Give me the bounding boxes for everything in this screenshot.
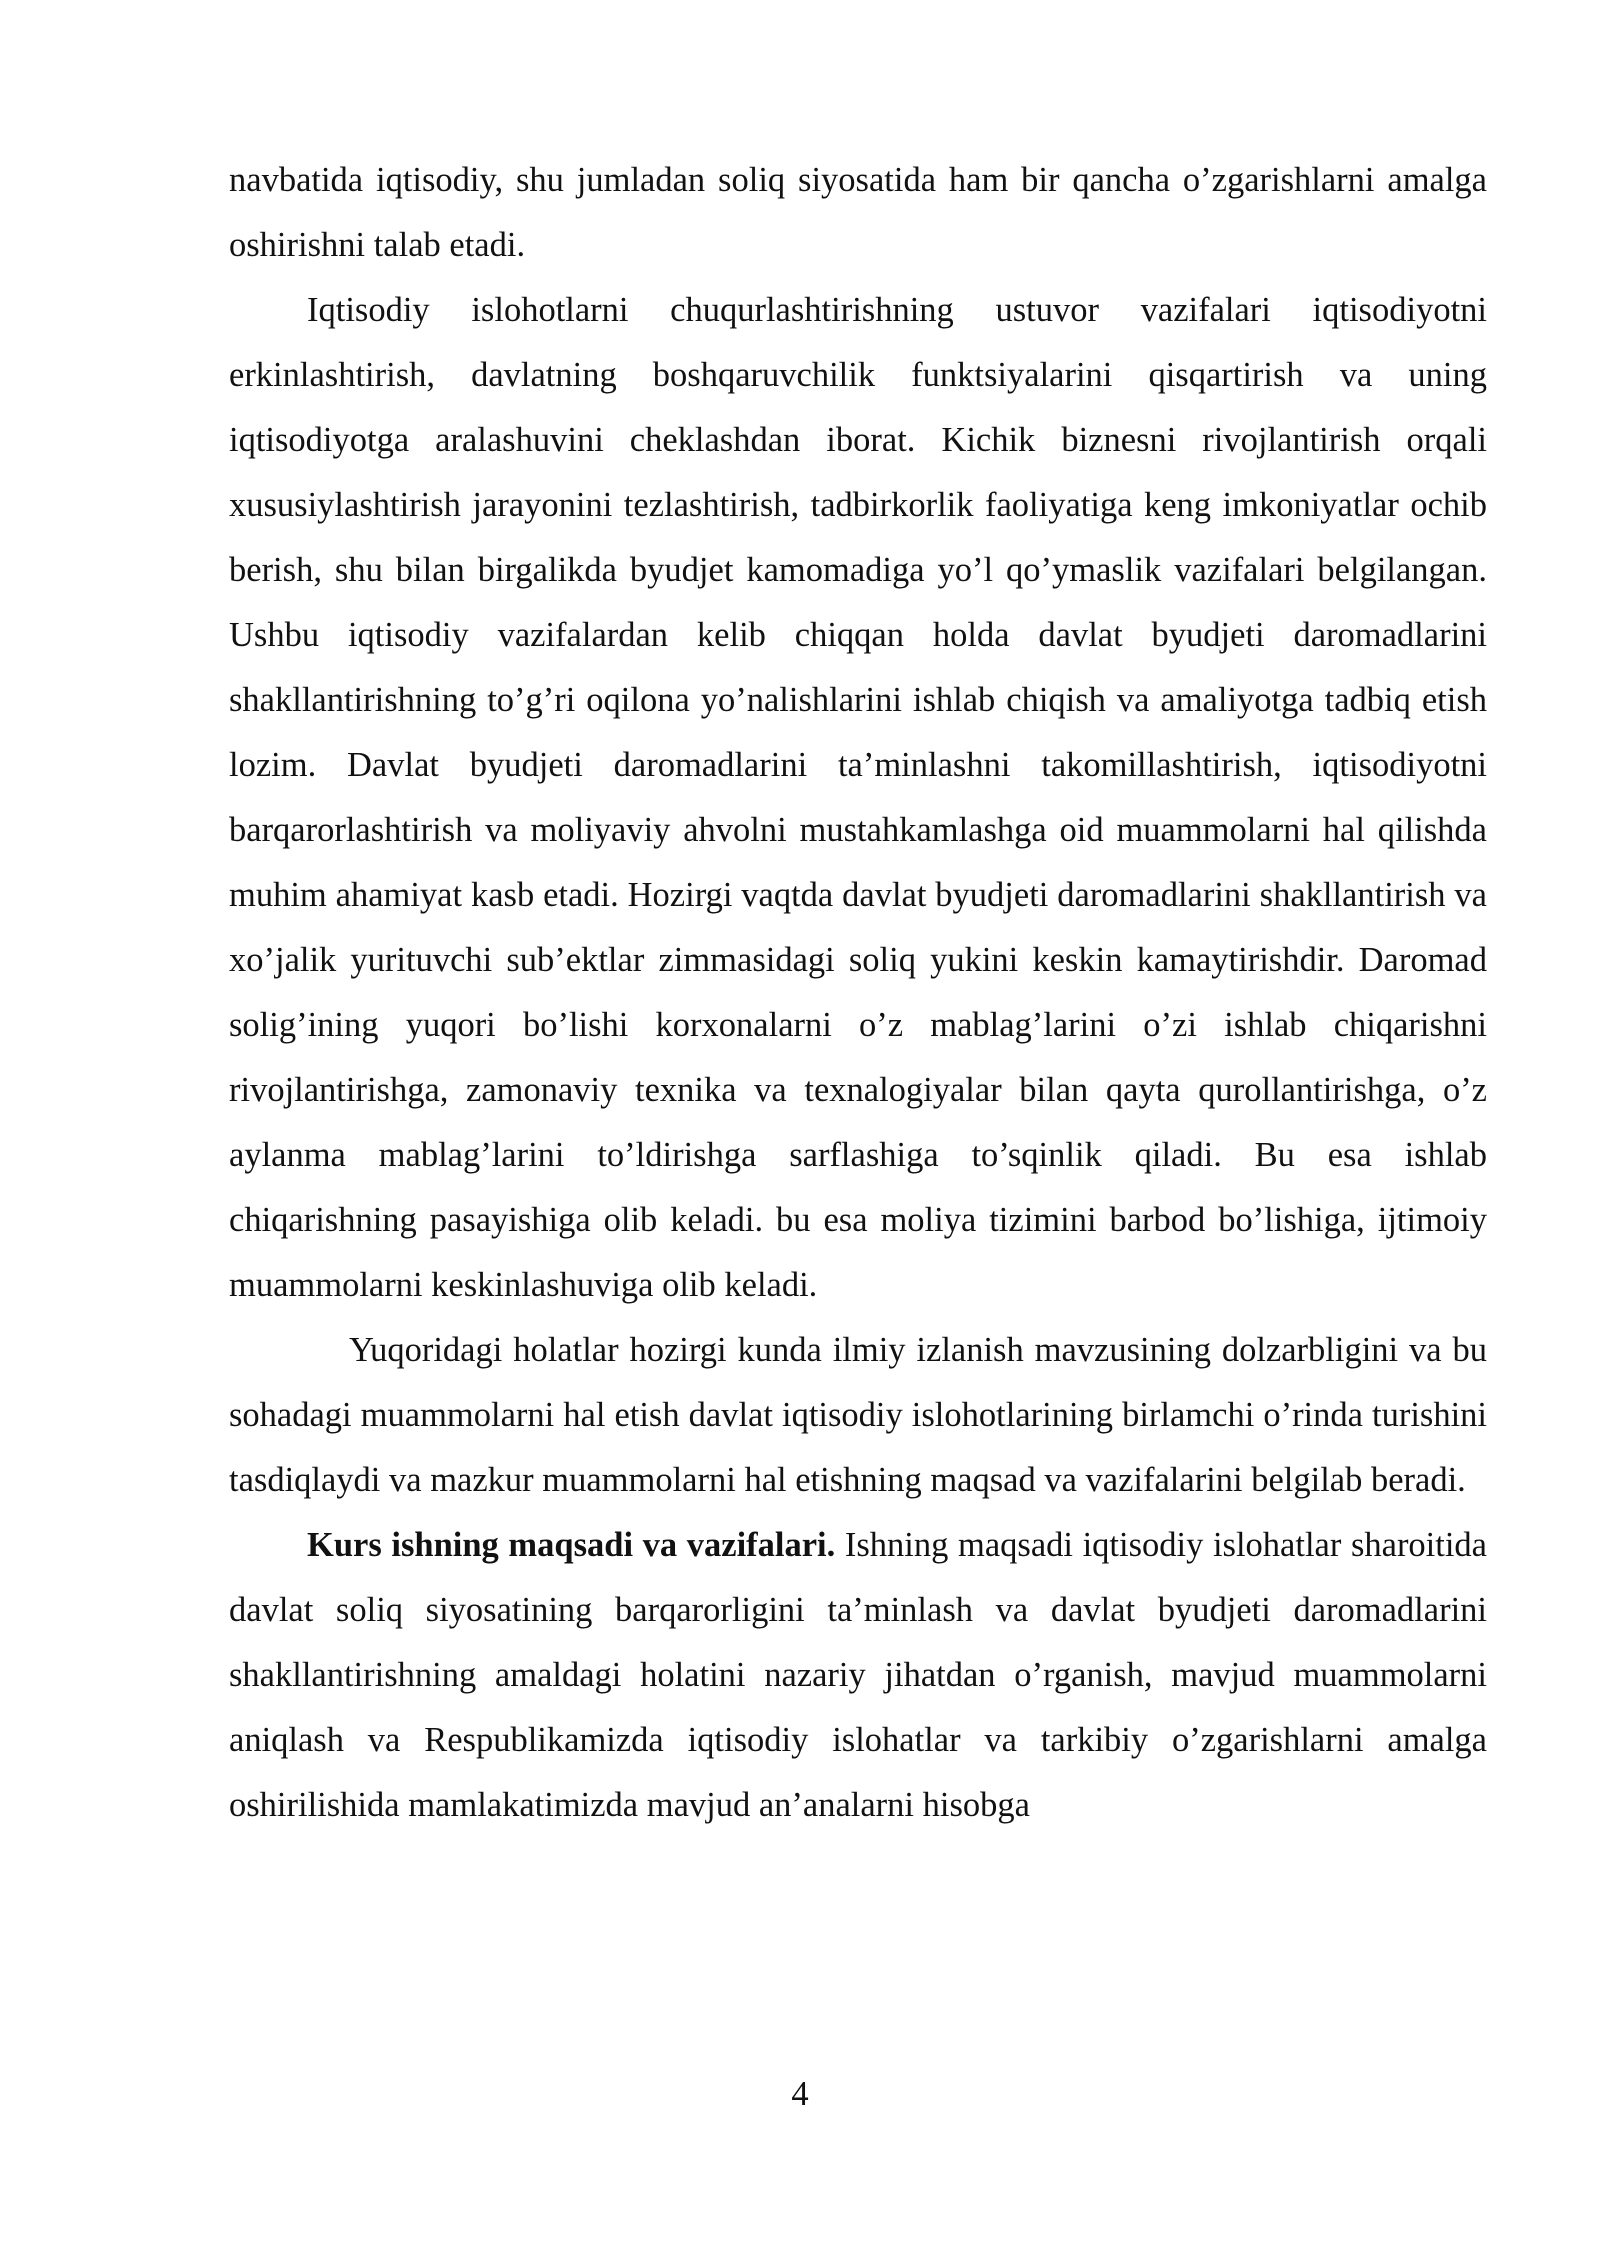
paragraph-text: Iqtisodiy islohotlarni chuqurlashtirishning ustuvor vazifalari iqtisodiyotni erkinlashtirish, davlatning boshqaruvchilik funktsiyalarini qisqartirish va uning iqtisodiyotga aralashuvini cheklashdan iborat. Kichik biznesni rivojlantirish orqali xususiylashtirish jarayonini tezlashtirish, tadbirkorlik faoliyatiga keng imkoniyatlar ochib berish, shu bilan birgalikda byudjet kamomadiga yo’l qo’ymaslik vazifalari belgilangan. Ushbu iqtisodiy vazifalardan kelib chiqqan holda davlat byudjeti daromadlarini shakllantirishning to’g’ri oqilona yo’nalishlarini ishlab chiqish va amaliyotga tadbiq etish lozim. Davlat byudjeti daromadlarini ta’minlashni takomillashtirish, iqtisodiyotni barqarorlashtirish va moliyaviy ahvolni mustahkamlashga oid muammolarni hal qilishda muhim ahamiyat kasb etadi. Hozirgi vaqtda davlat byudjeti daromadlarini shakllantirish va xo’jalik yurituvchi sub’ektlar zimmasidagi soliq yukini keskin kamaytirishdir. Daromad solig’ining yuqori bo’lishi korxonalarni o’z mablag’larini o’zi ishlab chiqarishni rivojlantirishga, zamonaviy texnika va texnalogiyalar bilan qayta qurollantirishga, o’z aylanma mablag’larini to’ldirishga sarflashiga to’sqinlik qiladi. Bu esa ishlab chiqarishning pasayishiga olib keladi. bu esa moliya tizimini barbod bo’lishiga, ijtimoiy muammolarni keskinlashuviga olib keladi. (229, 291, 1487, 1304)
paragraph-text: Ishning maqsadi iqtisodiy islohatlar sharoitida davlat soliq siyosatining barqarorligini ta’minlash va davlat byudjeti daromadlarini shakllantirishning amaldagi holatini nazariy jihatdan o’rganish, mavjud muammolarni aniqlash va Respublikamizda iqtisodiy islohatlar va tarkibiy o’zgarishlarni amalga oshirilishida mamlakatimizda mavjud an’analarni hisobga (229, 1526, 1487, 1824)
section-heading: Kurs ishning maqsadi va vazifalari. (307, 1526, 836, 1564)
document-page (229, 148, 1487, 1838)
paragraph-text: navbatida iqtisodiy, shu jumladan soliq siyosatida ham bir qancha o’zgarishlarni amalga oshirishni talab etadi. (229, 161, 1487, 264)
paragraph-goals (229, 1513, 1487, 1838)
paragraph-text: Yuqoridagi holatlar hozirgi kunda ilmiy izlanish mavzusining dolzarbligini va bu sohadagi muammolarni hal etish davlat iqtisodiy islohotlarining birlamchi o’rinda turishini tasdiqlaydi va mazkur muammolarni hal etishning maqsad va vazifalarini belgilab beradi. (229, 1331, 1487, 1499)
paragraph-relevance (229, 1318, 1487, 1513)
paragraph-reforms (229, 278, 1487, 1318)
page-number: 4 (791, 2075, 809, 2113)
paragraph-continuation (229, 148, 1487, 278)
